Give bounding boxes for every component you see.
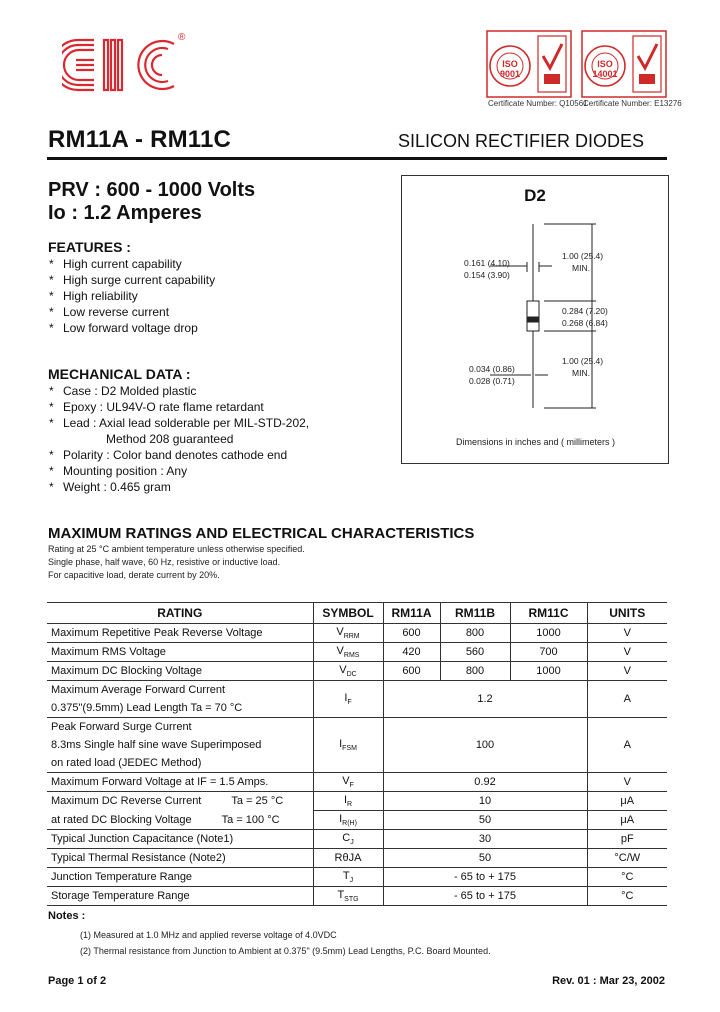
notes-list [80,927,491,959]
table-row [47,643,667,662]
list-item: * High surge current capability [49,273,216,287]
col-header-symbol: SYMBOL [313,603,383,624]
table-cell: Peak Forward Surge Current [47,718,313,737]
table-cell: Maximum Average Forward Current [47,681,313,700]
part-number-title: RM11A - RM11C [48,126,232,153]
list-item: * High reliability [49,289,138,303]
package-outline-box [401,175,669,464]
table-cell: 8.3ms Single half sine wave Superimposed [47,736,313,754]
table-cell: 1000 [510,662,587,681]
table-cell: A [623,739,631,751]
list-item: * Mounting position : Any [49,464,188,478]
iso-14001-seal [581,30,667,98]
table-row [47,887,667,906]
symbol-cell: $C_J$ [313,830,383,849]
table-cell: 420 [402,646,421,658]
col-header-rm11c: RM11C [510,603,587,624]
ratings-heading: MAXIMUM RATINGS AND ELECTRICAL CHARACTERISTICS [48,525,475,542]
table-cell: μA [587,792,667,811]
col-header-rm11a: RM11A [383,603,440,624]
iso-9001-certificate-number: Certificate Number: Q10561 [488,99,588,108]
table-cell: 0.375"(9.5mm) Lead Length Ta = 70 °C [47,699,313,718]
table-cell: A [623,693,631,705]
table-cell: Maximum DC Reverse Current Ta = 25 °C [47,792,313,811]
col-header-rm11b: RM11B [440,603,510,624]
symbol-cell: RθJA [313,849,383,868]
table-cell: V [623,646,631,658]
list-item: * Lead : Axial lead solderable per MIL-STD-202, [49,416,310,430]
table-cell: Maximum Forward Voltage at IF = 1.5 Amps. [47,773,313,792]
iso-9001-seal-text: ISO 9001 [499,59,521,79]
table-cell: Maximum RMS Voltage [47,643,313,662]
table-row [47,811,667,830]
table-cell: 1.2 [383,681,587,718]
table-cell: 560 [440,643,510,662]
table-cell: Maximum DC Blocking Voltage [47,662,313,681]
symbol-cell: $V_F$ [313,773,383,792]
mechanical-data-list [49,383,309,495]
table-row [47,868,667,887]
eic-logo [62,34,190,96]
symbol-cell: $I_F$ [313,681,383,718]
document-type: SILICON RECTIFIER DIODES [398,131,645,151]
table-cell: - 65 to + 175 [383,868,587,887]
table-cell: 100 [383,718,587,773]
table-row [47,849,667,868]
table-cell: 600 [402,665,421,677]
cathode-band [527,317,539,322]
dim-lead-length-bottom-min: MIN. [572,368,590,378]
list-item-continuation: Method 208 guaranteed [106,432,234,446]
ratings-table [47,602,667,906]
table-cell: 10 [383,792,587,811]
package-name: D2 [524,186,546,205]
dim-lead-length-bottom: 1.00 (25.4) [562,356,604,366]
list-item: * Polarity : Color band denotes cathode end [49,448,288,462]
iso-9001-seal [486,30,572,98]
table-cell: 800 [440,624,510,643]
table-cell: V [623,776,631,788]
eic-logo-mark [62,34,190,96]
dim-body-diameter-max: 0.161 (4.10) [464,258,510,268]
table-cell: 50 [383,811,587,830]
table-cell: V [623,627,631,639]
table-cell: 800 [440,662,510,681]
symbol-cell: $T_{STG}$ [313,887,383,906]
ratings-condition-line: Rating at 25 °C ambient temperature unless otherwise specified. [48,544,305,554]
table-cell: at rated DC Blocking Voltage Ta = 100 °C [47,811,313,830]
symbol-cell: $I_{FSM}$ [313,718,383,773]
dim-lead-diameter-max: 0.034 (0.86) [469,364,515,374]
table-cell: 700 [510,643,587,662]
io-rating: Io : 1.2 Amperes [48,202,202,224]
dim-lead-diameter-min: 0.028 (0.71) [469,376,515,386]
package-drawing [402,176,668,463]
list-item: * Weight : 0.465 gram [49,480,171,494]
features-list [49,256,215,336]
table-cell: 0.92 [383,773,587,792]
table-cell: 600 [402,627,421,639]
iso-14001-seal-text: ISO 14001 [592,59,618,79]
ratings-condition-line: For capacitive load, derate current by 20%. [48,570,220,580]
ratings-condition-line: Single phase, half wave, 60 Hz, resistive or inductive load. [48,557,281,567]
prv-rating: PRV : 600 - 1000 Volts [48,179,256,201]
title-divider [47,157,667,160]
table-cell: V [623,665,631,677]
dim-body-length-max: 0.284 (7.20) [562,306,608,316]
symbol-cell: $V_{DC}$ [313,662,383,681]
table-cell: °C [621,871,634,883]
list-item: * Low forward voltage drop [49,321,198,335]
symbol-cell: $I_{R(H)}$ [313,811,383,830]
table-cell: Maximum Repetitive Peak Reverse Voltage [47,624,313,643]
symbol-cell: $I_R$ [313,792,383,811]
mechanical-data-heading: MECHANICAL DATA : [48,366,191,382]
table-cell: 1000 [510,624,587,643]
features-heading: FEATURES : [48,239,131,255]
table-cell: - 65 to + 175 [383,887,587,906]
table-header-row [47,603,667,624]
list-item: * Case : D2 Molded plastic [49,384,197,398]
table-cell: μA [620,814,635,826]
col-header-units: UNITS [587,603,667,624]
table-row [47,718,667,737]
table-cell: pF [620,833,634,845]
table-row [47,624,667,643]
diode-body [527,301,539,331]
table-row [47,792,667,811]
table-row [47,773,667,792]
registered-mark: ® [178,32,186,43]
notes-heading: Notes : [48,910,86,922]
table-cell: 30 [383,830,587,849]
table-row [47,662,667,681]
iso-14001-certificate-number: Certificate Number: E13276 [583,99,682,108]
table-cell: Typical Junction Capacitance (Note1) [47,830,313,849]
revision-date: Rev. 01 : Mar 23, 2002 [552,975,665,987]
table-cell: 50 [383,849,587,868]
table-cell: Storage Temperature Range [47,887,313,906]
page-number: Page 1 of 2 [48,975,107,987]
symbol-cell: $V_{RRM}$ [313,624,383,643]
table-row [47,681,667,700]
note-item: (2) Thermal resistance from Junction to Ambient at 0.375" (9.5mm) Lead Lengths, P.C. Board Mounted. [80,946,491,956]
col-header-rating: RATING [47,603,313,624]
dim-lead-length-top-min: MIN. [572,263,590,273]
symbol-cell: $T_J$ [313,868,383,887]
dim-body-diameter-min: 0.154 (3.90) [464,270,510,280]
symbol-cell: $V_{RMS}$ [313,643,383,662]
note-item: (1) Measured at 1.0 MHz and applied reverse voltage of 4.0VDC [80,930,337,940]
dim-body-length-min: 0.268 (6.84) [562,318,608,328]
list-item: * Low reverse current [49,305,170,319]
table-row [47,830,667,849]
list-item: * Epoxy : UL94V-O rate flame retardant [49,400,264,414]
table-cell: on rated load (JEDEC Method) [47,754,313,773]
table-cell: Junction Temperature Range [47,868,313,887]
dimensions-unit-note: Dimensions in inches and ( millimeters ) [456,437,616,447]
table-cell: °C [621,890,634,902]
table-cell: °C/W [614,852,641,864]
dim-lead-length-top: 1.00 (25.4) [562,251,604,261]
list-item: * High current capability [49,257,182,271]
table-cell: Typical Thermal Resistance (Note2) [47,849,313,868]
ratings-conditions [48,543,305,582]
